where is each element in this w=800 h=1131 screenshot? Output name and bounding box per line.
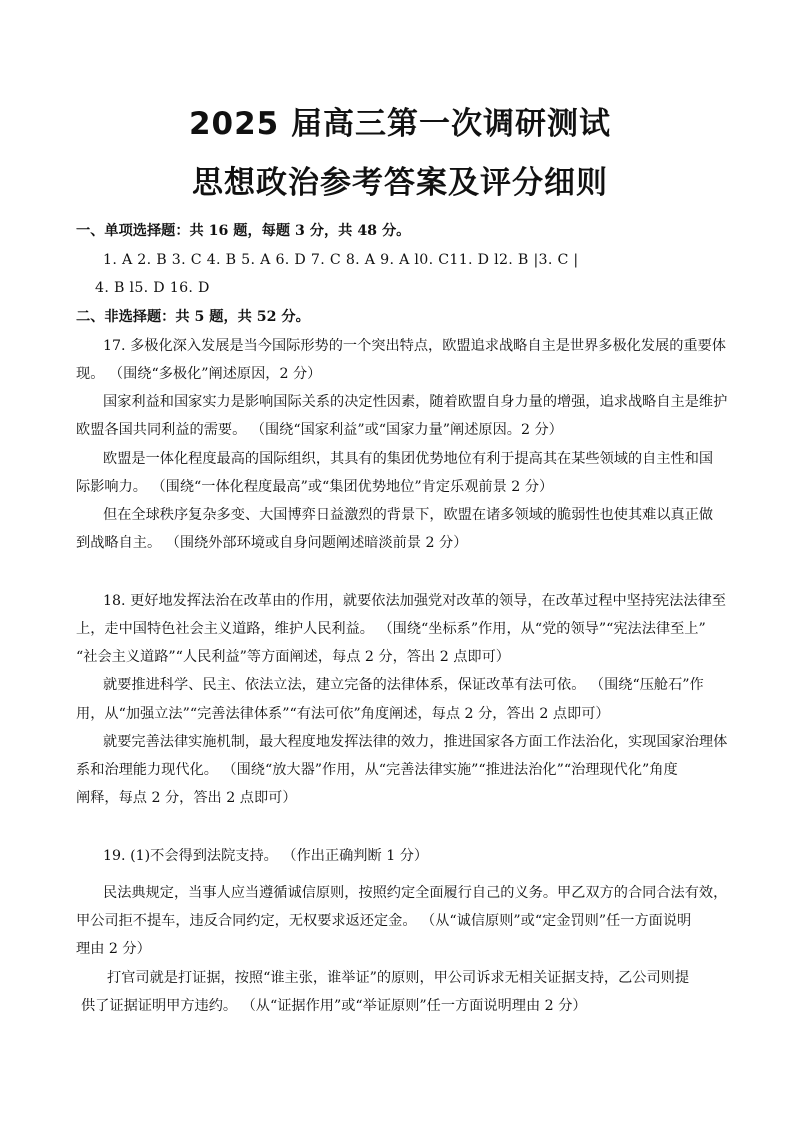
page-subtitle: 思想政治参考答案及评分细则 <box>192 165 608 201</box>
q17-paragraph-1-cont: 现。 （围绕“多极化”阐述原因，2 分） <box>76 366 322 382</box>
q17-paragraph-3-cont: 际影响力。 （围绕“一体化程度最高”或“集团优势地位”肯定乐观前景 2 分） <box>76 479 554 495</box>
mc-answers-row-2: 4. B l5. D 16. D <box>95 280 210 296</box>
section2-heading: 二、非选择题：共 5 题，共 52 分。 <box>76 309 310 325</box>
q18-paragraph-3-cont2: 阐释，每点 2 分，答出 2 点即可） <box>76 790 297 806</box>
q19-paragraph-1-cont: 甲公司拒不提车，违反合同约定，无权要求返还定金。 （从“诚信原则”或“定金罚则”任一方面说明 <box>76 913 692 929</box>
q19-paragraph-1-cont2: 理由 2 分） <box>76 941 151 957</box>
q18-paragraph-3: 就要完善法律实施机制，最大程度地发挥法律的效力，推进国家各方面工作法治化，实现国家治理体 <box>103 734 728 750</box>
q18-paragraph-1-cont: 上，走中国特色社会主义道路，维护人民利益。 （围绕“坐标系”作用，从“党的领导”“宪法法律至上” <box>76 621 706 637</box>
q18-paragraph-2: 就要推进科学、民主、依法立法，建立完备的法律体系，保证改革有法可依。 （围绕“压舱石”作 <box>103 677 704 693</box>
q17-paragraph-4: 但在全球秩序复杂多变、大国博弈日益激烈的背景下，欧盟在诸多领域的脆弱性也使其难以真正做 <box>103 507 714 523</box>
q18-paragraph-1: 18. 更好地发挥法治在改革由的作用，就要依法加强党对改革的领导，在改革过程中坚持宪法法律至 <box>103 593 726 609</box>
q19-paragraph-2-cont: 供了证据证明甲方违约。 （从“证据作用”或“举证原则”任一方面说明理由 2 分） <box>81 998 587 1014</box>
q19-paragraph-1: 民法典规定，当事人应当遵循诚信原则，按照约定全面履行自己的义务。甲乙双方的合同合法有效， <box>103 885 728 901</box>
q17-paragraph-2: 国家利益和国家实力是影响国际关系的决定性因素，随着欧盟自身力量的增强，追求战略自主是维护 <box>103 394 728 410</box>
page-title: 2025 届高三第一次调研测试 <box>188 106 612 142</box>
q19-paragraph-2: 打官司就是打证据，按照“谁主张，谁举证”的原则，甲公司诉求无相关证据支持，乙公司则提 <box>107 970 690 986</box>
q18-paragraph-1-cont2: “社会主义道路”“人民利益”等方面阐述，每点 2 分，答出 2 点即可） <box>76 649 510 665</box>
mc-answers-row-1: 1. A 2. B 3. C 4. B 5. A 6. D 7. C 8. A 9. A l0. C11. D l2. B |3. C | <box>103 252 579 268</box>
q17-paragraph-2-cont: 欧盟各国共同利益的需要。 （围绕“国家利益”或“国家力量”阐述原因。2 分） <box>76 422 563 438</box>
q17-paragraph-4-cont: 到战略自主。 （围绕外部环境或自身问题阐述暗淡前景 2 分） <box>76 535 468 551</box>
q19-part1-judgement: 19. (1)不会得到法院支持。 （作出正确判断 1 分） <box>103 848 429 864</box>
q17-paragraph-1: 17. 多极化深入发展是当今国际形势的一个突出特点，欧盟追求战略自主是世界多极化发展的重要体 <box>103 338 726 354</box>
q17-paragraph-3: 欧盟是一体化程度最高的国际组织，其具有的集团优势地位有利于提高其在某些领域的自主性和国 <box>103 451 714 467</box>
q18-paragraph-2-cont: 用，从“加强立法”“完善法律体系”“有法可依”角度阐述，每点 2 分，答出 2 点即可） <box>76 706 610 722</box>
section1-heading: 一、单项选择题：共 16 题，每题 3 分，共 48 分。 <box>76 223 411 239</box>
q18-paragraph-3-cont: 系和治理能力现代化。 （围绕“放大器”作用，从“完善法律实施”“推进法治化”“治理现代化”角度 <box>76 762 678 778</box>
